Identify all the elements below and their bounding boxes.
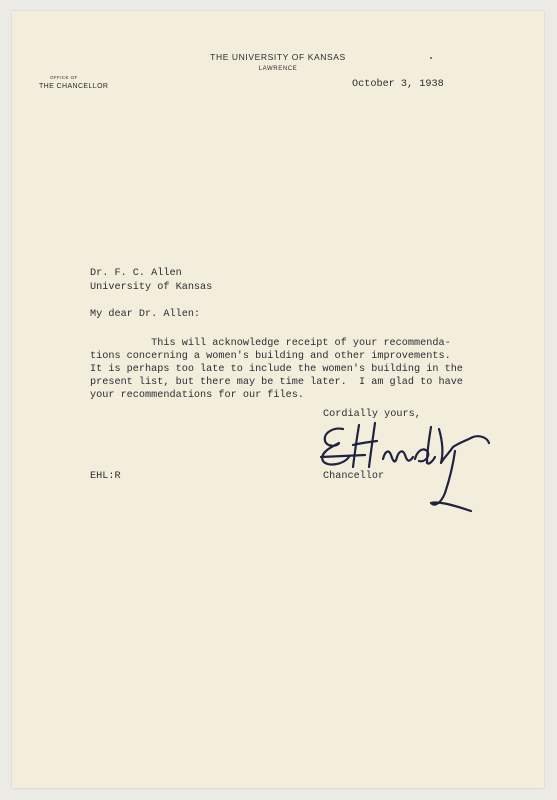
recipient-org: University of Kansas: [90, 282, 213, 293]
letterhead-university: THE UNIVERSITY OF KANSAS: [210, 52, 346, 62]
body-line: your recommendations for our files.: [90, 390, 304, 401]
recipient-block: [90, 267, 212, 295]
closing: Cordially yours,: [323, 409, 421, 420]
typist-initials: EHL:R: [90, 471, 121, 482]
body-line: present list, but there may be time later. I am glad to have: [90, 377, 463, 388]
letterhead-city: LAWRENCE: [258, 66, 298, 72]
body-line: It is perhaps too late to include the women's building in the: [90, 364, 463, 375]
signer-title: Chancellor: [323, 471, 385, 482]
letter-date: October 3, 1938: [352, 79, 444, 90]
body-line: tions concerning a women's building and other improvements.: [90, 351, 451, 362]
letterhead-office: THE CHANCELLOR: [39, 83, 109, 90]
letter-page: [12, 11, 544, 788]
paper-speck: [430, 57, 432, 59]
salutation: My dear Dr. Allen:: [90, 309, 201, 320]
body-line: This will acknowledge receipt of your recommenda-: [90, 338, 451, 349]
letter-body: [90, 337, 463, 402]
recipient-name: Dr. F. C. Allen: [90, 268, 182, 279]
letterhead-office-of: OFFICE OF: [50, 75, 78, 80]
handwritten-signature: [303, 407, 493, 517]
